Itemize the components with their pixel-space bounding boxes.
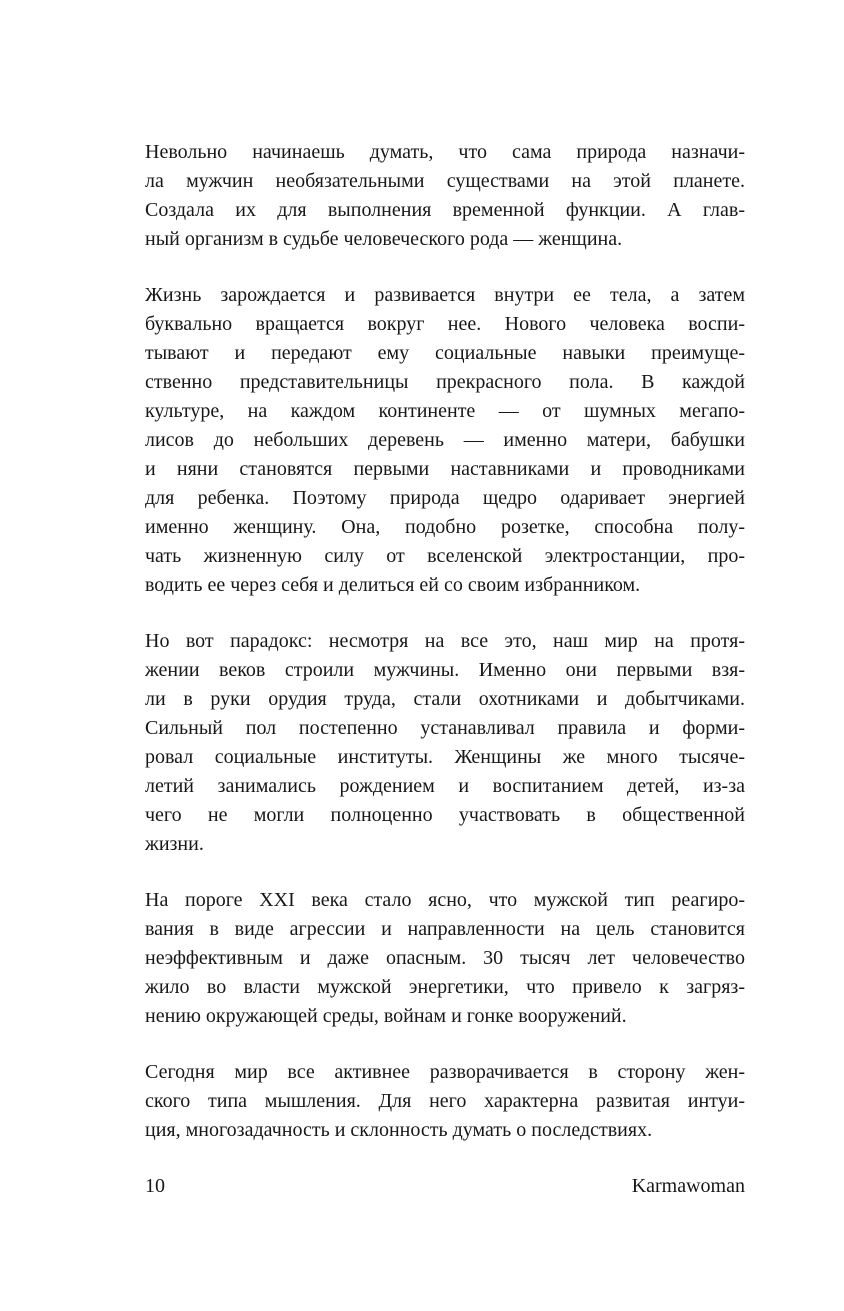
text-line: летий занимались рождением и воспитанием детей, из-за bbox=[145, 775, 745, 797]
text-line: жизни. bbox=[145, 833, 204, 855]
text-line: ского типа мышления. Для него характерна развитая интуи- bbox=[145, 1090, 745, 1112]
text-line: Сегодня мир все активнее разворачивается в сторону жен- bbox=[145, 1061, 745, 1083]
text-line: для ребенка. Поэтому природа щедро одаривает энергией bbox=[145, 487, 745, 509]
page-number: 10 bbox=[145, 1175, 165, 1197]
paragraph bbox=[145, 627, 745, 859]
text-line: жило во власти мужской энергетики, что привело к загряз- bbox=[145, 976, 745, 998]
text-line: Невольно начинаешь думать, что сама природа назначи- bbox=[145, 141, 745, 163]
page-footer bbox=[145, 1172, 745, 1201]
text-line: Создала их для выполнения временной функции. А глав- bbox=[145, 199, 745, 221]
text-line: лисов до небольших деревень — именно матери, бабушки bbox=[145, 429, 745, 451]
text-line: ственно представительницы прекрасного пола. В каждой bbox=[145, 371, 745, 393]
text-line: и няни становятся первыми наставниками и проводниками bbox=[145, 458, 745, 480]
text-line: чего не могли полноценно участвовать в общественной bbox=[145, 804, 745, 826]
text-line: Сильный пол постепенно устанавливал правила и форми- bbox=[145, 717, 745, 739]
text-line: тывают и передают ему социальные навыки преимуще- bbox=[145, 342, 745, 364]
text-line: Жизнь зарождается и развивается внутри ее тела, а затем bbox=[145, 284, 745, 306]
paragraph bbox=[145, 281, 745, 600]
text-line: ный организм в судьбе человеческого рода — женщина. bbox=[145, 228, 623, 250]
text-line: ровал социальные институты. Женщины же много тысяче- bbox=[145, 746, 745, 768]
body-text bbox=[145, 138, 745, 1172]
text-line: На пороге XXI века стало ясно, что мужской тип реагиро- bbox=[145, 889, 745, 911]
text-line: культуре, на каждом континенте — от шумных мегапо- bbox=[145, 400, 745, 422]
text-line: неэффективным и даже опасным. 30 тысяч лет человечество bbox=[145, 947, 745, 969]
text-line: ла мужчин необязательными существами на этой планете. bbox=[145, 170, 745, 192]
text-line: чать жизненную силу от вселенской электростанции, про- bbox=[145, 545, 745, 567]
text-line: ли в руки орудия труда, стали охотниками и добытчиками. bbox=[145, 688, 745, 710]
text-line: вания в виде агрессии и направленности на цель становится bbox=[145, 918, 745, 940]
text-line: нению окружающей среды, войнам и гонке вооружений. bbox=[145, 1005, 627, 1027]
text-line: ция, многозадачность и склонность думать о последствиях. bbox=[145, 1119, 653, 1141]
paragraph bbox=[145, 886, 745, 1031]
running-title: Karmawoman bbox=[631, 1175, 745, 1197]
text-line: водить ее через себя и делиться ей со своим избранником. bbox=[145, 574, 641, 596]
text-line: Но вот парадокс: несмотря на все это, наш мир на протя- bbox=[145, 630, 745, 652]
text-line: жении веков строили мужчины. Именно они первыми взя- bbox=[145, 659, 745, 681]
text-line: именно женщину. Она, подобно розетке, способна полу- bbox=[145, 516, 745, 538]
text-line: буквально вращается вокруг нее. Нового человека воспи- bbox=[145, 313, 745, 335]
paragraph bbox=[145, 1058, 745, 1145]
paragraph bbox=[145, 138, 745, 254]
